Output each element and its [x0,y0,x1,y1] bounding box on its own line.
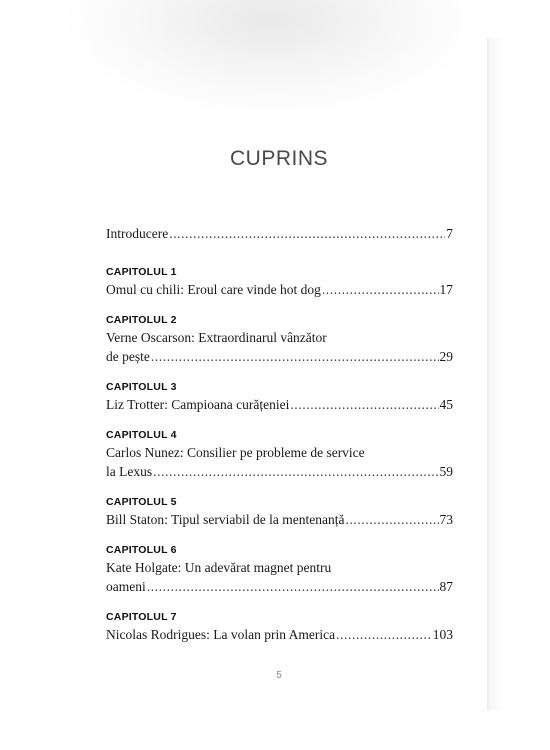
dot-leader [290,395,438,414]
toc-entry [106,280,453,299]
chapter-heading: CAPITOLUL 3 [106,381,177,393]
toc-entry-page: 7 [446,226,453,241]
toc-entry-label: Introducere [106,226,169,241]
toc-entry-label: Bill Staton: Tipul serviabil de la mentenanță [106,512,345,527]
toc-entry-label: de pește [106,349,150,364]
page-title: CUPRINS [229,147,328,170]
chapter-heading: CAPITOLUL 7 [106,611,177,623]
toc-entry-page: 17 [439,282,453,297]
toc-entry-page: 73 [439,512,453,527]
dot-leader [336,625,432,644]
toc-entry [106,462,453,481]
toc-entry-label: Omul cu chili: Eroul care vinde hot dog [106,282,321,297]
toc-entry-page: 103 [432,627,453,642]
toc-entry-introducere [106,224,453,243]
toc-entry [106,577,453,596]
toc-chapter [106,610,453,644]
chapter-heading: CAPITOLUL 1 [106,266,177,278]
chapter-heading: CAPITOLUL 6 [106,544,177,556]
toc-entry [106,395,453,414]
dot-leader [151,347,439,366]
toc-entry-label: oameni [106,579,146,594]
toc-entry-page: 87 [439,579,453,594]
chapter-heading: CAPITOLUL 2 [106,314,177,326]
toc-chapter [106,495,453,529]
toc-entry-label: Nicolas Rodrigues: La volan prin America [106,627,336,642]
chapter-heading: CAPITOLUL 5 [106,496,177,508]
toc-entry [106,347,453,366]
toc-chapter [106,265,453,299]
toc-entry [106,510,453,529]
toc-chapter [106,428,453,481]
page-edge-shadow [487,38,550,710]
toc-entry-line: Verne Oscarson: Extraordinarul vânzător [106,330,327,345]
toc-entry-page: 59 [439,464,453,479]
chapter-heading: CAPITOLUL 4 [106,429,177,441]
toc-entry [106,625,453,644]
dot-leader [153,462,438,481]
dot-leader [345,510,438,529]
dot-leader [147,577,439,596]
toc-entry-label: Liz Trotter: Campioana curățeniei [106,397,290,412]
dot-leader [322,280,439,299]
toc-entry-page: 29 [439,349,453,364]
toc-entry-page: 45 [439,397,453,412]
toc-entry-line: Carlos Nunez: Consilier pe probleme de service [106,445,365,460]
table-of-contents [106,224,453,644]
dot-leader [169,224,445,243]
toc-chapter [106,380,453,414]
toc-chapter [106,543,453,596]
toc-entry-label: la Lexus [106,464,153,479]
toc-chapter [106,313,453,366]
toc-entry-line: Kate Holgate: Un adevărat magnet pentru [106,560,332,575]
page-number: 5 [276,670,282,681]
